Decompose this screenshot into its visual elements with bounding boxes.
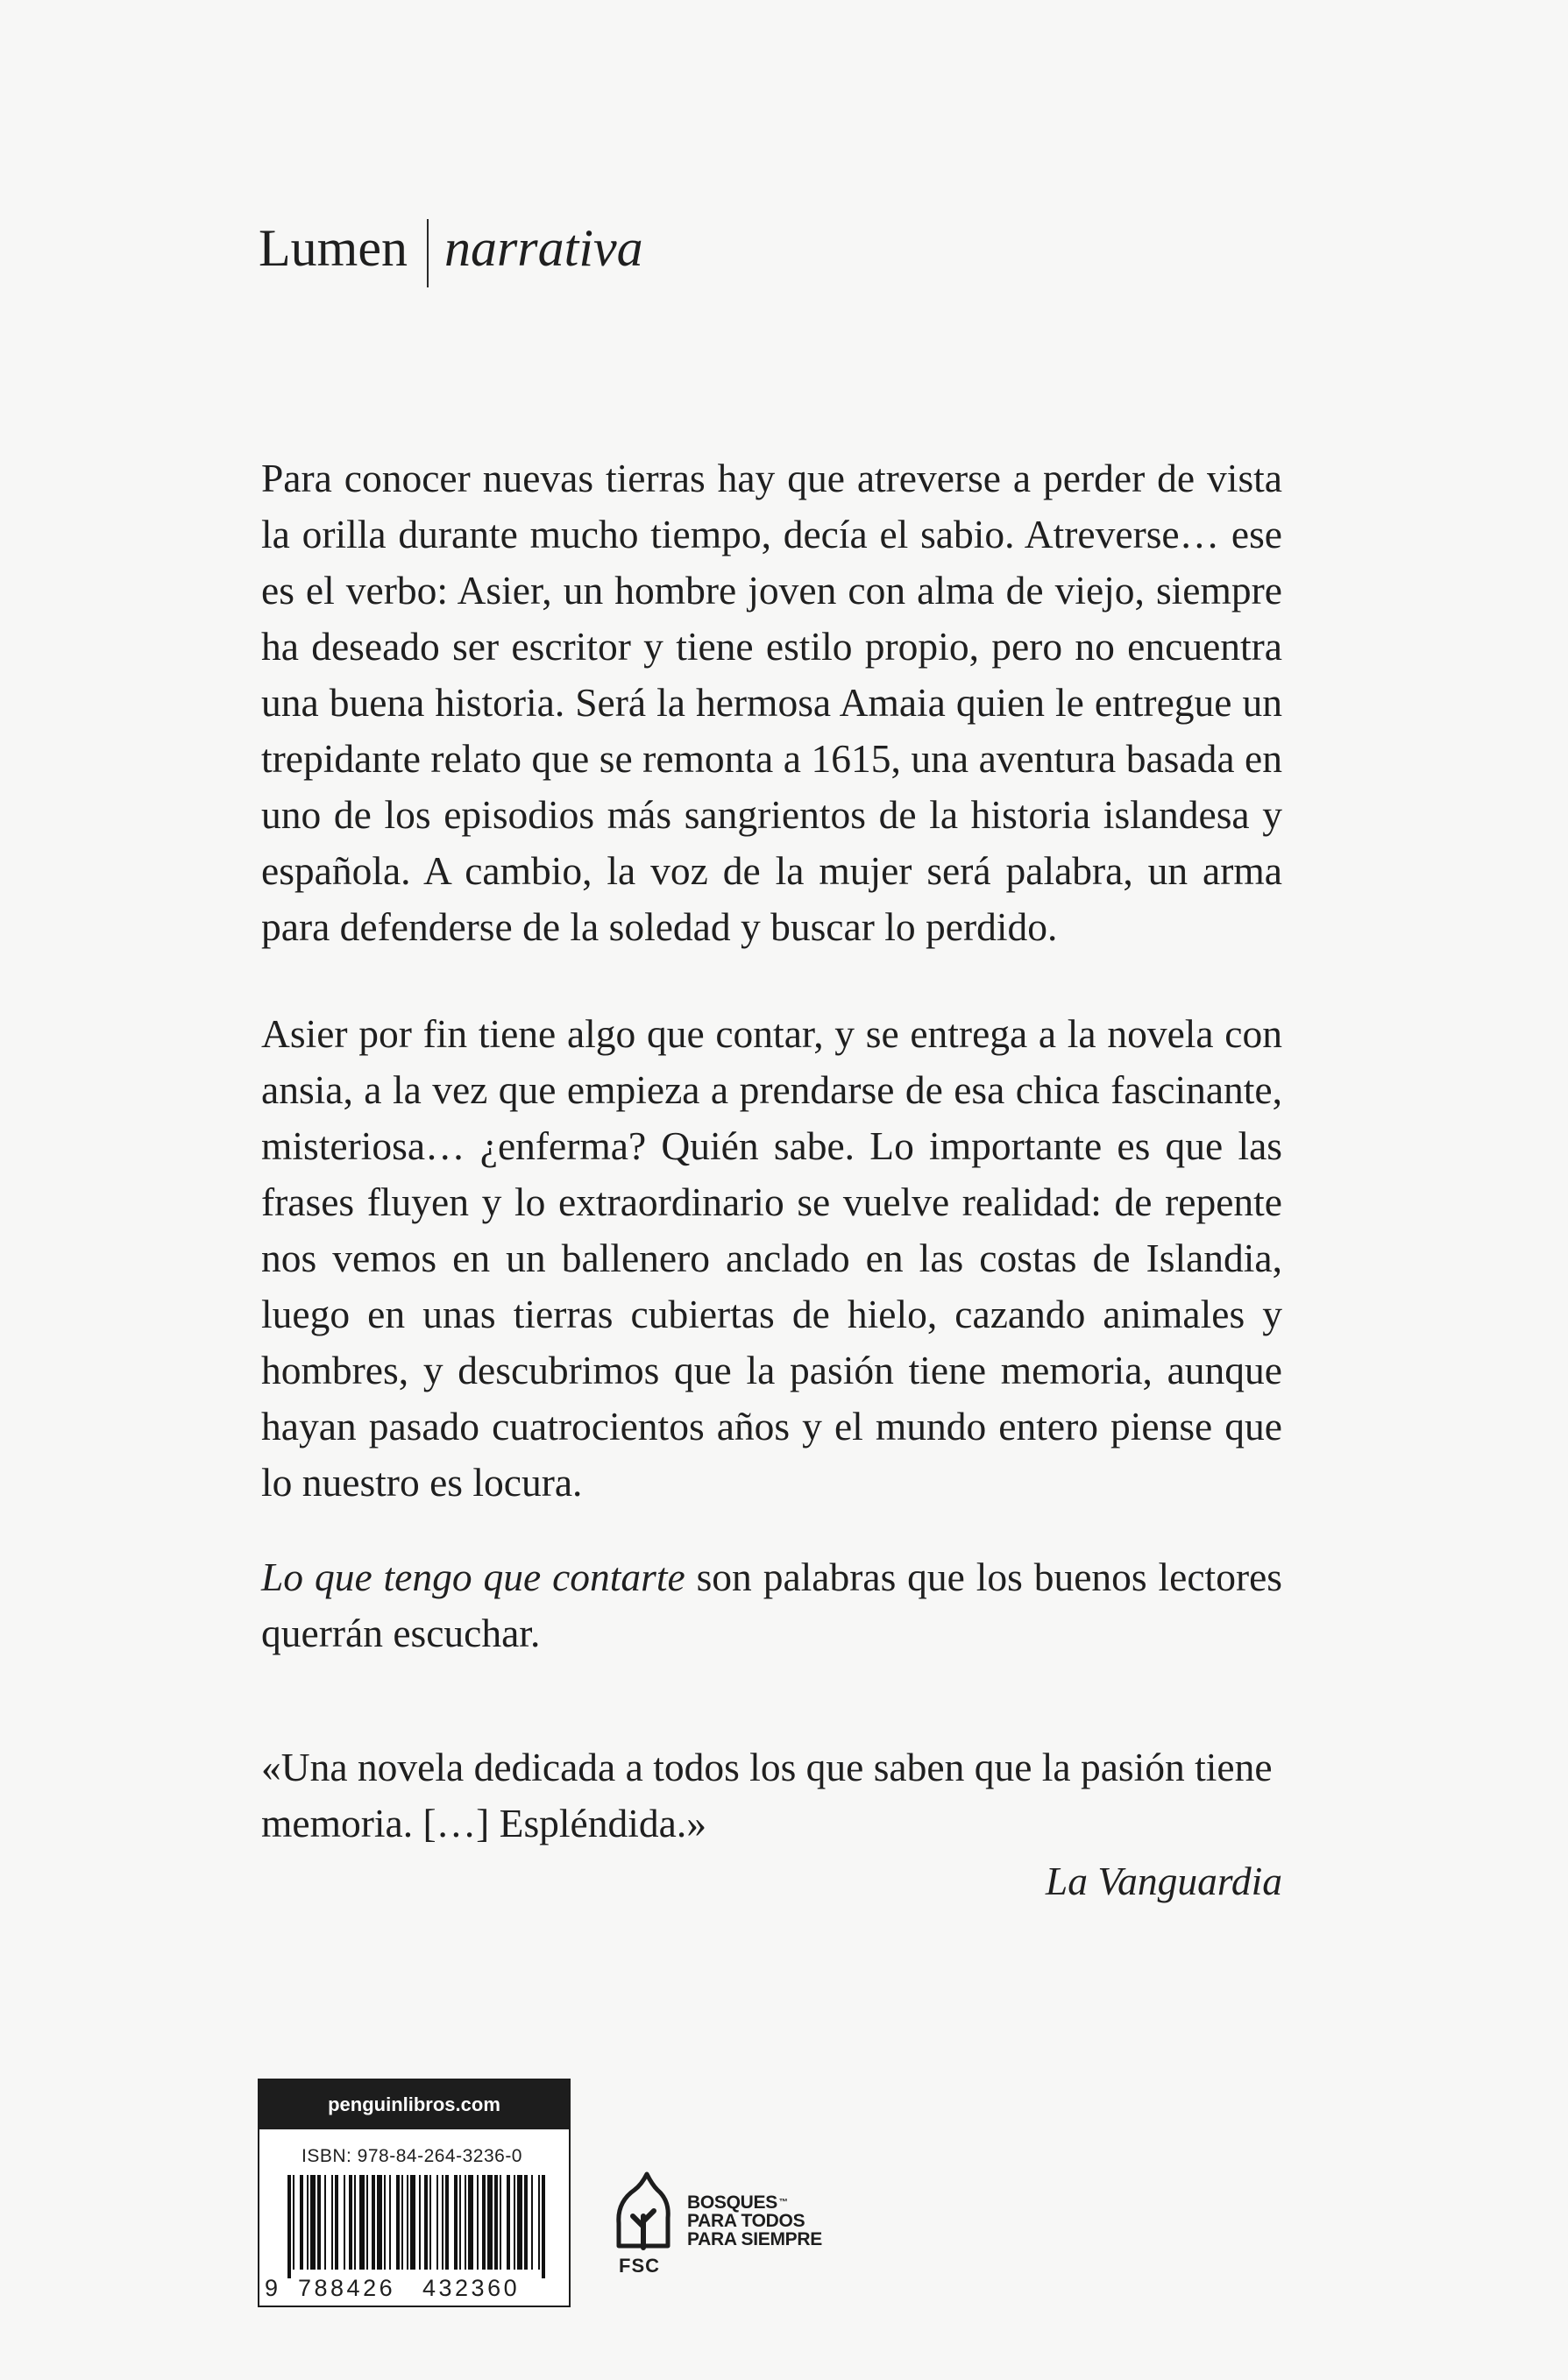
blurb-paragraph-3 (261, 1549, 1282, 1661)
barcode-icon (277, 2175, 555, 2278)
blurb-closing: son palabras que los buenos lectores querrán escuchar. (261, 1555, 1282, 1655)
fsc-slogan (687, 2193, 822, 2249)
review-source: La Vanguardia (1045, 1859, 1282, 1903)
website-label: penguinlibros.com (259, 2080, 569, 2129)
barcode-digits (259, 2275, 569, 2301)
barcode-digits-right: 432360 (422, 2275, 521, 2301)
publisher-name: Lumen (259, 219, 408, 277)
review-quote: «Una novela dedicada a todos los que saben que la pasión tiene memoria. […] Espléndida.» (261, 1745, 1273, 1845)
blurb-paragraph-2: Asier por fin tiene algo que contar, y se entrega a la novela con ansia, a la vez que empieza a prendarse de esa chica fascinante, misteriosa… ¿enferma? Quién sabe. Lo importante es que las frases fluyen y lo extraordinario se vuelve realidad: de repente nos vemos en un ballenero anclado en las costas de Islandia, luego en unas tierras cubiertas de hielo, cazando animales y hombres, y descubrimos que la pasión tiene memoria, aunque hayan pasado cuatrocientos años y el mundo entero piense que lo nuestro es locura. (261, 1011, 1282, 1505)
barcode-block (258, 2079, 571, 2307)
fsc-label: FSC (619, 2255, 660, 2277)
fsc-line-2: PARA TODOS (687, 2211, 805, 2231)
barcode-digits-left: 788426 (298, 2275, 396, 2301)
brand-divider (427, 219, 429, 287)
publisher-brand (259, 209, 643, 287)
isbn-label: ISBN: 978-84-264-3236-0 (302, 2146, 522, 2166)
book-title: Lo que tengo que contarte (261, 1555, 685, 1599)
fsc-line-1: BOSQUES (687, 2192, 777, 2213)
collection-name: narrativa (443, 219, 643, 277)
fsc-logo (614, 2169, 841, 2277)
barcode-digit-first: 9 (265, 2275, 279, 2301)
blurb-paragraph-1: Para conocer nuevas tierras hay que atreverse a perder de vista la orilla durante mucho tiempo, decía el sabio. Atreverse… ese es el verbo: Asier, un hombre joven con alma de viejo, siempre ha deseado ser escritor y tiene estilo propio, pero no encuentra una buena historia. Será la hermosa Amaia quien le entregue un trepidante relato que se remonta a 1615, una aventura basada en uno de los episodios más sangrientos de la historia islandesa y española. A cambio, la voz de la mujer será palabra, un arma para defenderse de la soledad y buscar lo perdido. (261, 456, 1282, 949)
fsc-tree-icon (614, 2169, 675, 2256)
fsc-trademark: ™ (778, 2198, 788, 2207)
fsc-line-3: PARA SIEMPRE (687, 2229, 822, 2249)
